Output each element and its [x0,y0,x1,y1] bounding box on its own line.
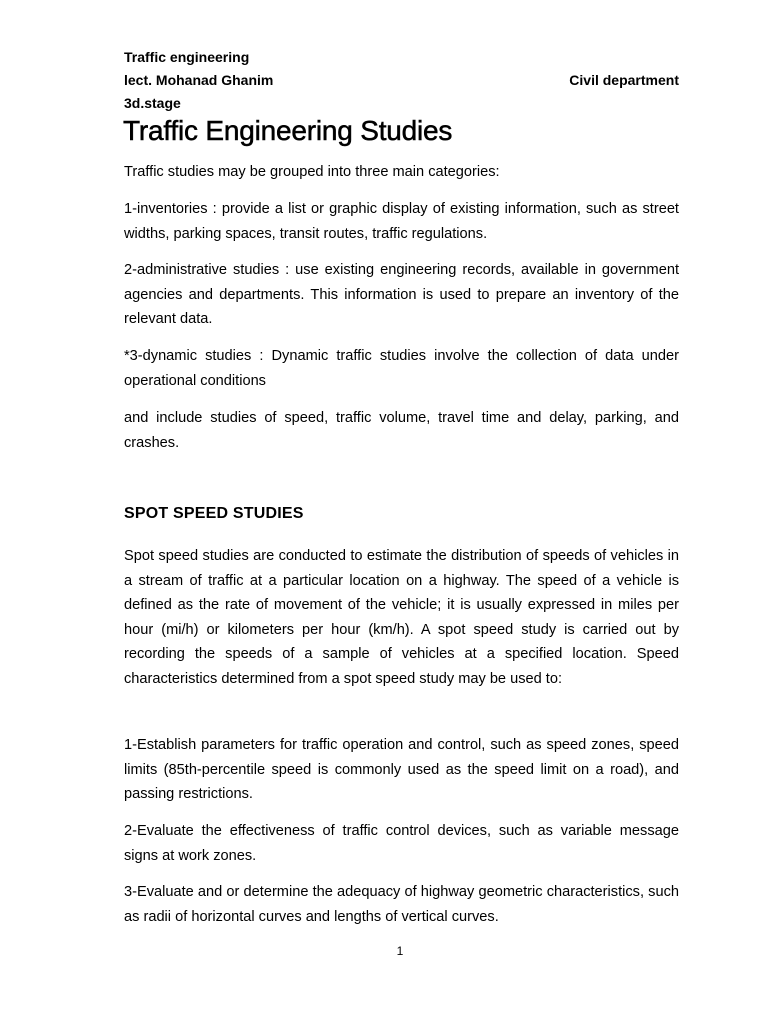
page-title: Traffic Engineering Studies [123,115,453,146]
header-row [124,69,679,92]
spot-speed-use-1: 1-Establish parameters for traffic operation and control, such as speed zones, speed limits (85th-percentile speed is commonly used as the speed limit on a road), and passing restrictions. [124,737,679,802]
course-name: Traffic engineering [124,49,250,65]
category-dynamic-continued: and include studies of speed, traffic volume, travel time and delay, parking, and crashes. [124,410,679,451]
lecturer-name: lect. Mohanad Ghanim [124,72,274,88]
spot-speed-use-3: 3-Evaluate and or determine the adequacy of highway geometric characteristics, such as radii of horizontal curves and lengths of vertical curves. [124,884,679,925]
page-number: 1 [396,944,404,958]
document-header [124,46,679,115]
stage-label: 3d.stage [124,95,181,111]
department-name: Civil department [569,72,679,88]
spot-speed-paragraph: Spot speed studies are conducted to estimate the distribution of speeds of vehicles in a stream of traffic at a particular location on a highway. The speed of a vehicle is defined as the rate of movement of the vehicle; it is usually expressed in miles per hour (mi/h) or kilometers per hour (km/h). A spot speed study is carried out by recording the speeds of a sample of vehicles at a specified location. Speed characteristics determined from a spot speed study may be used to: [124,548,679,687]
category-inventories: 1-inventories : provide a list or graphic display of existing information, such as street widths, parking spaces, transit routes, traffic regulations. [124,201,679,242]
category-dynamic: *3-dynamic studies : Dynamic traffic studies involve the collection of data under operational conditions [124,348,679,389]
section-heading: SPOT SPEED STUDIES [124,505,304,522]
category-administrative: 2-administrative studies : use existing engineering records, available in government agencies and departments. This information is used to prepare an inventory of the relevant data. [124,262,679,327]
spot-speed-use-2: 2-Evaluate the effectiveness of traffic control devices, such as variable message signs at work zones. [124,823,679,864]
intro-paragraph: Traffic studies may be grouped into three main categories: [124,164,500,180]
